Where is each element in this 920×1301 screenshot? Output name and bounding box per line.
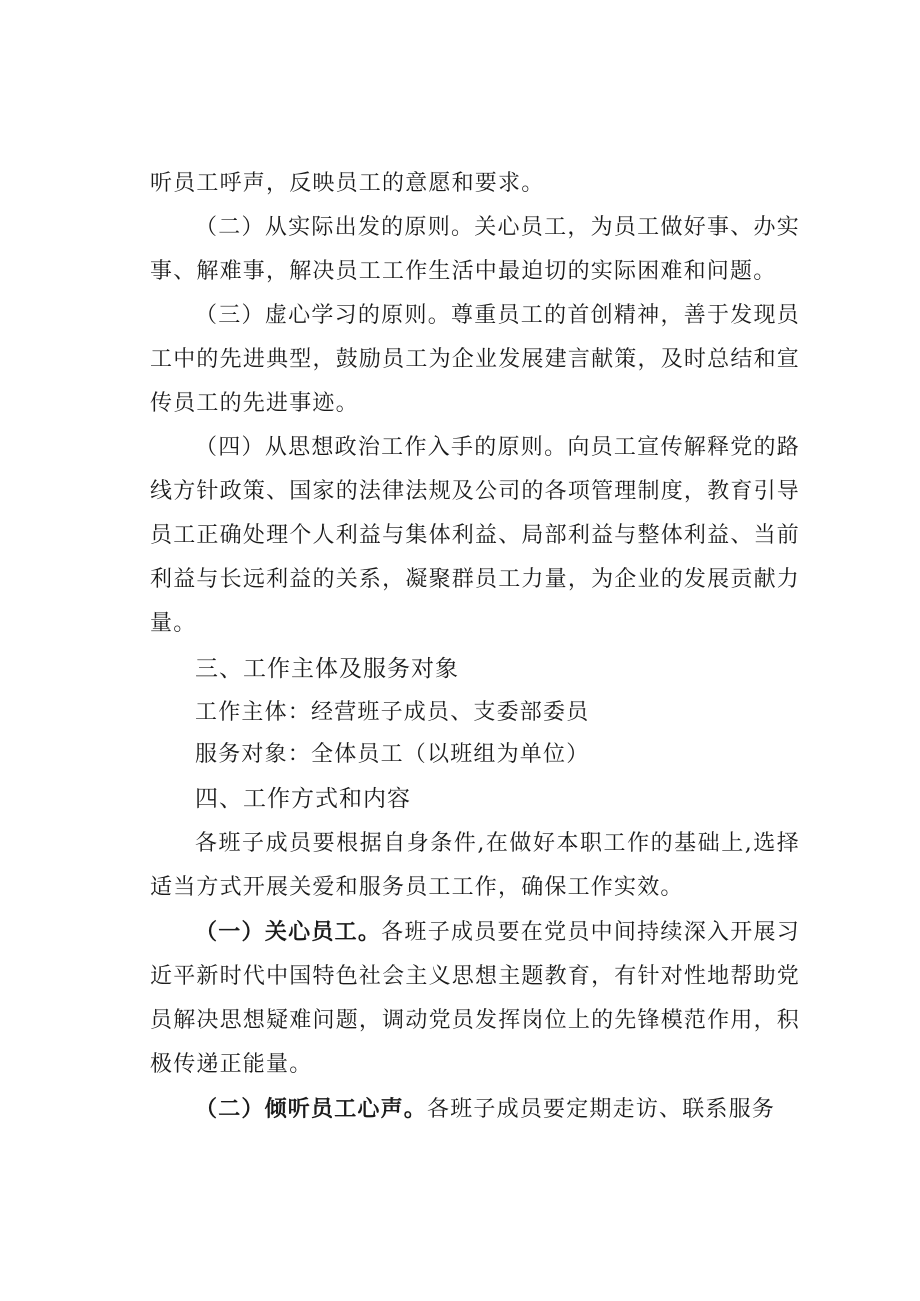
section-heading-three: 三、工作主体及服务对象	[195, 656, 459, 682]
work-method-intro-paragraph: 各班子成员要根据自身条件,在做好本职工作的基础上,选择适当方式开展关爱和服务员工工作，确保工作实效。	[150, 831, 800, 900]
section-heading-four: 四、工作方式和内容	[195, 786, 411, 812]
paragraph-continuation: 听员工呼声，反映员工的意愿和要求。	[150, 171, 545, 196]
listen-employees-paragraph	[150, 1087, 800, 1132]
care-employees-paragraph	[150, 910, 800, 1087]
care-employees-title: （一）关心员工。	[195, 919, 382, 945]
listen-employees-title: （二）倾听员工心声。	[195, 1096, 428, 1122]
principle-two-paragraph: （二）从实际出发的原则。关心员工，为员工做好事、办实事、解难事，解决员工工作生活中最迫切的实际困难和问题。	[150, 215, 800, 284]
principle-three-paragraph: （三）虚心学习的原则。尊重员工的首创精神，善于发现员工中的先进典型，鼓励员工为企业发展建言献策，及时总结和宣传员工的先进事迹。	[150, 303, 800, 416]
work-subject-line: 工作主体：经营班子成员、支委部委员	[195, 700, 590, 725]
listen-employees-text: 各班子成员要定期走访、联系服务	[427, 1097, 776, 1122]
care-employees-text: 各班子成员要在党员中间持续深入开展习近平新时代中国特色社会主义思想主题教育，有针对性地帮助党员解决思想疑难问题，调动党员发挥岗位上的先锋模范作用，积极传递正能量。	[150, 920, 800, 1077]
document-body	[150, 162, 800, 1132]
service-object-line: 服务对象：全体员工（以班组为单位）	[195, 742, 590, 767]
principle-four-paragraph: （四）从思想政治工作入手的原则。向员工宣传解释党的路线方针政策、国家的法律法规及公司的各项管理制度，教育引导员工正确处理个人利益与集体利益、局部利益与整体利益、当前利益与长远利益的关系，凝聚群员工力量，为企业的发展贡献力量。	[150, 435, 800, 636]
